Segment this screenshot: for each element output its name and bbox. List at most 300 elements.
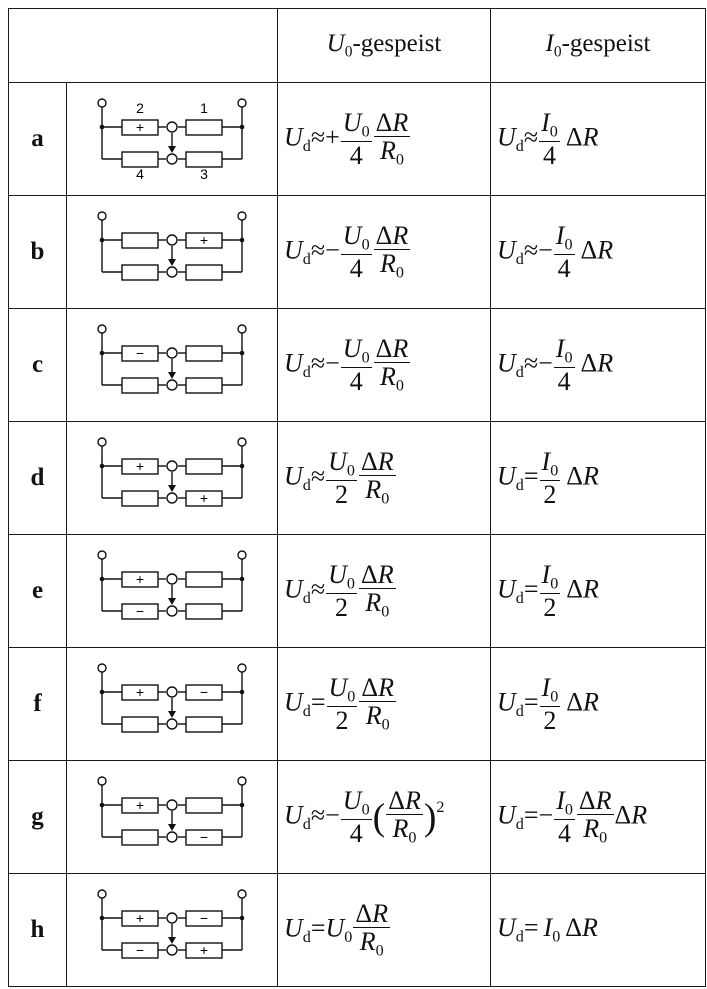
row-label: a (9, 83, 67, 196)
junction-dot (240, 237, 245, 242)
terminal-icon (98, 664, 106, 672)
arrow-icon (168, 485, 176, 492)
terminal-icon (98, 890, 106, 898)
terminal-icon (238, 551, 246, 559)
row-label: c (9, 309, 67, 422)
subscript: 0 (381, 490, 390, 508)
math-symbol: = (523, 913, 539, 943)
bridge-circuit (67, 648, 278, 761)
arrow-icon (168, 711, 176, 718)
formula-i0 (491, 874, 706, 987)
math-symbol: Δ (388, 785, 405, 815)
arrow-icon (168, 824, 176, 831)
subscript: d (515, 815, 524, 833)
resistor-sign: + (199, 941, 209, 958)
bridge-table (8, 8, 706, 987)
resistor-sign: + (135, 683, 145, 700)
terminal-icon (167, 154, 177, 164)
math-symbol: R (392, 813, 409, 843)
math-symbol: I (545, 29, 554, 57)
math-symbol: ≈ (310, 234, 326, 264)
math-symbol: U (284, 686, 303, 716)
math-symbol: R (392, 333, 409, 363)
terminal-icon (167, 380, 177, 390)
terminal-icon (238, 212, 246, 220)
subscript: 0 (552, 928, 561, 946)
math-symbol: − (538, 799, 554, 829)
math-symbol: R (359, 926, 376, 956)
math-symbol: R (582, 121, 599, 151)
subscript: d (515, 476, 524, 494)
math-symbol: Δ (565, 121, 583, 151)
resistor-box (186, 459, 222, 474)
terminal-icon (98, 212, 106, 220)
fraction (554, 335, 575, 396)
header-i0 (491, 9, 706, 83)
math-symbol: R (583, 813, 600, 843)
math-symbol: ≈ (310, 573, 326, 603)
subscript: d (515, 702, 524, 720)
subscript: d (302, 250, 311, 268)
subscript: 0 (361, 123, 370, 141)
fraction (359, 448, 396, 509)
fraction (374, 109, 411, 170)
math-symbol: I (555, 333, 565, 363)
math-symbol: 4 (349, 819, 363, 849)
math-symbol: R (379, 135, 396, 165)
math-symbol: R (597, 234, 614, 264)
math-symbol: R (597, 347, 614, 377)
row-label: e (9, 535, 67, 648)
subscript: 0 (395, 377, 404, 395)
subscript: 0 (381, 716, 390, 734)
bridge-circuit-icon (92, 884, 252, 972)
junction-dot (240, 463, 245, 468)
bridge-circuit-icon (92, 206, 252, 294)
subscript: 0 (344, 43, 353, 61)
header-row (9, 9, 706, 83)
subscript: 0 (408, 829, 417, 847)
math-symbol: Δ (565, 913, 582, 943)
math-symbol: U (497, 686, 516, 716)
row-label: f (9, 648, 67, 761)
terminal-icon (167, 606, 177, 616)
subscript: d (515, 137, 524, 155)
resistor-box (186, 265, 222, 280)
row-label: g (9, 761, 67, 874)
fraction (326, 448, 357, 509)
subscript: d (515, 250, 524, 268)
junction-dot (240, 802, 245, 807)
subscript: 0 (599, 829, 608, 847)
header-u0 (278, 9, 491, 83)
math-symbol: Δ (566, 573, 583, 603)
math-symbol: U (497, 799, 516, 829)
resistor-number: 1 (200, 99, 208, 116)
math-symbol: U (284, 347, 303, 377)
math-symbol: Δ (580, 347, 598, 377)
math-symbol: R (595, 785, 612, 815)
math-symbol: Δ (580, 234, 598, 264)
terminal-icon (238, 777, 246, 785)
math-symbol: ≈ (523, 121, 539, 151)
math-symbol: R (377, 446, 394, 476)
fraction (359, 561, 396, 622)
math-symbol: R (392, 220, 409, 250)
formula-i0 (491, 309, 706, 422)
junction-dot (100, 576, 105, 581)
math-symbol: R (365, 587, 382, 617)
math-symbol: − (538, 347, 553, 377)
math-symbol: = (310, 912, 326, 942)
resistor-box (186, 604, 222, 619)
math-symbol: Δ (566, 686, 583, 716)
fraction (554, 222, 575, 283)
resistor-sign: + (135, 118, 145, 135)
terminal-icon (167, 348, 177, 358)
terminal-icon (167, 913, 177, 923)
math-symbol: R (392, 107, 409, 137)
math-symbol: ≈ (523, 234, 539, 264)
math-symbol: 4 (349, 141, 363, 171)
terminal-icon (98, 438, 106, 446)
subscript: d (302, 928, 311, 946)
math-symbol: Δ (360, 559, 378, 589)
math-symbol: = (523, 460, 539, 490)
terminal-icon (167, 574, 177, 584)
math-symbol: U (284, 573, 303, 603)
terminal-icon (167, 800, 177, 810)
resistor-box (186, 152, 222, 167)
paren: ( (372, 796, 386, 838)
formula-u0 (278, 761, 491, 874)
fraction (540, 674, 561, 735)
formula-i0 (491, 535, 706, 648)
junction-dot (240, 689, 245, 694)
resistor-sign: + (135, 457, 145, 474)
resistor-number: 4 (136, 165, 144, 181)
subscript: 0 (344, 928, 353, 946)
resistor-sign: + (135, 796, 145, 813)
formula-u0 (278, 422, 491, 535)
terminal-icon (98, 325, 106, 333)
resistor-box (122, 233, 158, 248)
fraction (341, 222, 372, 283)
math-symbol: U (284, 799, 303, 829)
math-symbol: I (541, 559, 551, 589)
math-symbol: 4 (349, 254, 363, 284)
math-symbol: U (284, 234, 303, 264)
math-symbol: − (325, 347, 340, 377)
math-symbol: R (365, 474, 382, 504)
subscript: 0 (553, 43, 562, 61)
fraction (374, 222, 411, 283)
subscript: 0 (361, 349, 370, 367)
junction-dot (100, 463, 105, 468)
fraction (554, 787, 575, 848)
formula-i0 (491, 761, 706, 874)
resistor-box (186, 346, 222, 361)
math-symbol: I (543, 913, 553, 943)
formula-i0 (491, 83, 706, 196)
math-symbol: 2 (335, 593, 349, 623)
formula-u0 (278, 196, 491, 309)
fraction (359, 674, 396, 735)
terminal-icon (238, 99, 246, 107)
math-symbol: U (342, 107, 362, 137)
junction-dot (100, 350, 105, 355)
math-symbol: + (325, 121, 340, 151)
terminal-icon (167, 122, 177, 132)
math-symbol: Δ (578, 785, 596, 815)
math-symbol: 4 (557, 367, 571, 397)
junction-dot (100, 915, 105, 920)
arrow-icon (168, 372, 176, 379)
math-symbol: U (325, 912, 345, 942)
fraction (341, 335, 372, 396)
subscript: d (515, 589, 524, 607)
terminal-icon (167, 832, 177, 842)
math-symbol: = (310, 686, 326, 716)
terminal-icon (167, 945, 177, 955)
subscript: d (302, 815, 311, 833)
resistor-sign: + (135, 570, 145, 587)
subscript: 0 (346, 462, 355, 480)
math-symbol: R (379, 361, 396, 391)
resistor-box (186, 717, 222, 732)
math-symbol: ≈ (310, 460, 326, 490)
junction-dot (240, 915, 245, 920)
math-symbol: U (497, 234, 516, 264)
junction-dot (100, 802, 105, 807)
header-suffix: -gespeist (561, 29, 651, 57)
resistor-box (122, 265, 158, 280)
math-symbol: 4 (557, 254, 571, 284)
terminal-icon (238, 438, 246, 446)
math-symbol: R (631, 799, 648, 829)
fraction (326, 561, 357, 622)
terminal-icon (167, 267, 177, 277)
junction-dot (100, 237, 105, 242)
arrow-icon (168, 598, 176, 605)
subscript: d (302, 476, 311, 494)
math-symbol: U (342, 220, 362, 250)
resistor-sign: − (135, 602, 145, 619)
bridge-circuit (67, 535, 278, 648)
formula-u0 (278, 535, 491, 648)
terminal-icon (238, 890, 246, 898)
math-symbol: 2 (335, 480, 349, 510)
fraction (540, 448, 561, 509)
resistor-box (122, 378, 158, 393)
junction-dot (240, 350, 245, 355)
formula-u0 (278, 83, 491, 196)
subscript: d (302, 363, 311, 381)
terminal-icon (167, 461, 177, 471)
math-symbol: U (284, 912, 303, 942)
math-symbol: U (326, 29, 345, 57)
terminal-icon (238, 664, 246, 672)
resistor-box (186, 120, 222, 135)
math-symbol: 4 (558, 819, 572, 849)
row-label: h (9, 874, 67, 987)
bridge-circuit-icon (92, 432, 252, 520)
subscript: 0 (361, 236, 370, 254)
terminal-icon (167, 493, 177, 503)
resistor-sign: − (199, 683, 209, 700)
subscript: 0 (564, 801, 573, 819)
math-symbol: 4 (349, 367, 363, 397)
resistor-box (122, 491, 158, 506)
subscript: d (515, 928, 524, 946)
arrow-icon (168, 146, 176, 153)
subscript: 0 (395, 264, 404, 282)
resistor-sign: − (135, 941, 145, 958)
resistor-box (122, 717, 158, 732)
formula-i0 (491, 648, 706, 761)
resistor-number: 3 (200, 165, 208, 181)
math-symbol: − (538, 234, 553, 264)
fraction (341, 787, 372, 848)
math-symbol: R (582, 573, 599, 603)
math-symbol: Δ (355, 898, 373, 928)
terminal-icon (167, 235, 177, 245)
math-symbol: U (497, 460, 516, 490)
math-symbol: I (541, 446, 551, 476)
subscript: d (302, 702, 311, 720)
fraction (539, 109, 560, 170)
math-symbol: U (497, 121, 516, 151)
resistor-number: 2 (136, 99, 144, 116)
subscript: 0 (550, 462, 559, 480)
math-symbol: U (328, 446, 347, 476)
resistor-sign: + (199, 231, 209, 248)
math-symbol: = (523, 799, 539, 829)
math-symbol: I (556, 785, 565, 815)
subscript: d (515, 363, 524, 381)
resistor-box (186, 572, 222, 587)
row-label: b (9, 196, 67, 309)
terminal-icon (98, 777, 106, 785)
resistor-sign: + (199, 489, 209, 506)
paren: ) (423, 796, 437, 838)
header-suffix: -gespeist (352, 29, 442, 57)
arrow-icon (168, 259, 176, 266)
math-symbol: R (365, 700, 382, 730)
row-label: d (9, 422, 67, 535)
math-symbol: Δ (361, 672, 379, 702)
bridge-circuit-icon (92, 545, 252, 633)
terminal-icon (238, 325, 246, 333)
math-symbol: I (555, 220, 565, 250)
bridge-circuit (67, 309, 278, 422)
fraction (386, 787, 423, 848)
subscript: d (302, 137, 311, 155)
fraction (577, 787, 614, 848)
math-symbol: I (541, 672, 551, 702)
math-symbol: R (379, 248, 396, 278)
terminal-icon (167, 719, 177, 729)
resistor-sign: − (199, 828, 209, 845)
bridge-circuit (67, 874, 278, 987)
math-symbol: R (404, 785, 421, 815)
bridge-circuit-icon (92, 93, 252, 181)
resistor-sign: − (135, 344, 145, 361)
fraction (341, 109, 372, 170)
bridge-circuit-icon (92, 319, 252, 407)
math-symbol: R (378, 672, 394, 702)
subscript: 0 (550, 575, 559, 593)
math-symbol: 2 (335, 706, 349, 736)
resistor-box (186, 798, 222, 813)
subscript: 0 (395, 151, 404, 169)
terminal-icon (98, 99, 106, 107)
subscript: 0 (375, 942, 384, 960)
resistor-box (186, 378, 222, 393)
math-symbol: Δ (375, 333, 393, 363)
bridge-circuit (67, 761, 278, 874)
math-symbol: 2 (543, 706, 557, 736)
subscript: 0 (564, 349, 573, 367)
subscript: 0 (361, 801, 370, 819)
subscript: 0 (550, 688, 559, 706)
math-symbol: ≈ (310, 799, 326, 829)
subscript: 0 (549, 123, 558, 141)
bridge-circuit-icon (92, 771, 252, 859)
math-symbol: U (284, 460, 303, 490)
bridge-circuit (67, 422, 278, 535)
junction-dot (100, 689, 105, 694)
math-symbol: − (325, 799, 340, 829)
resistor-box (122, 830, 158, 845)
subscript: 0 (564, 236, 573, 254)
math-symbol: 2 (543, 480, 557, 510)
fraction (540, 561, 561, 622)
math-symbol: R (582, 686, 599, 716)
formula-u0 (278, 648, 491, 761)
math-symbol: R (582, 460, 599, 490)
math-symbol: 2 (543, 593, 557, 623)
subscript: 0 (381, 603, 390, 621)
resistor-sign: − (199, 909, 209, 926)
math-symbol: U (328, 672, 348, 702)
math-symbol: ≈ (523, 347, 539, 377)
fraction (374, 335, 411, 396)
resistor-box (122, 152, 158, 167)
fraction (353, 900, 390, 961)
junction-dot (240, 576, 245, 581)
math-symbol: = (523, 573, 539, 603)
subscript: 0 (346, 575, 355, 593)
math-symbol: Δ (375, 107, 393, 137)
math-symbol: Δ (375, 220, 393, 250)
math-symbol: U (342, 333, 362, 363)
formula-i0 (491, 196, 706, 309)
math-symbol: Δ (566, 460, 583, 490)
subscript: d (302, 589, 311, 607)
header-empty-cell (9, 9, 278, 83)
math-symbol: I (541, 107, 550, 137)
math-symbol: ≈ (310, 121, 326, 151)
math-symbol: Δ (360, 446, 378, 476)
formula-u0 (278, 309, 491, 422)
math-symbol: U (328, 559, 347, 589)
math-symbol: R (581, 913, 598, 943)
math-symbol: = (523, 686, 539, 716)
terminal-icon (98, 551, 106, 559)
formula-u0 (278, 874, 491, 987)
math-symbol: U (497, 573, 516, 603)
